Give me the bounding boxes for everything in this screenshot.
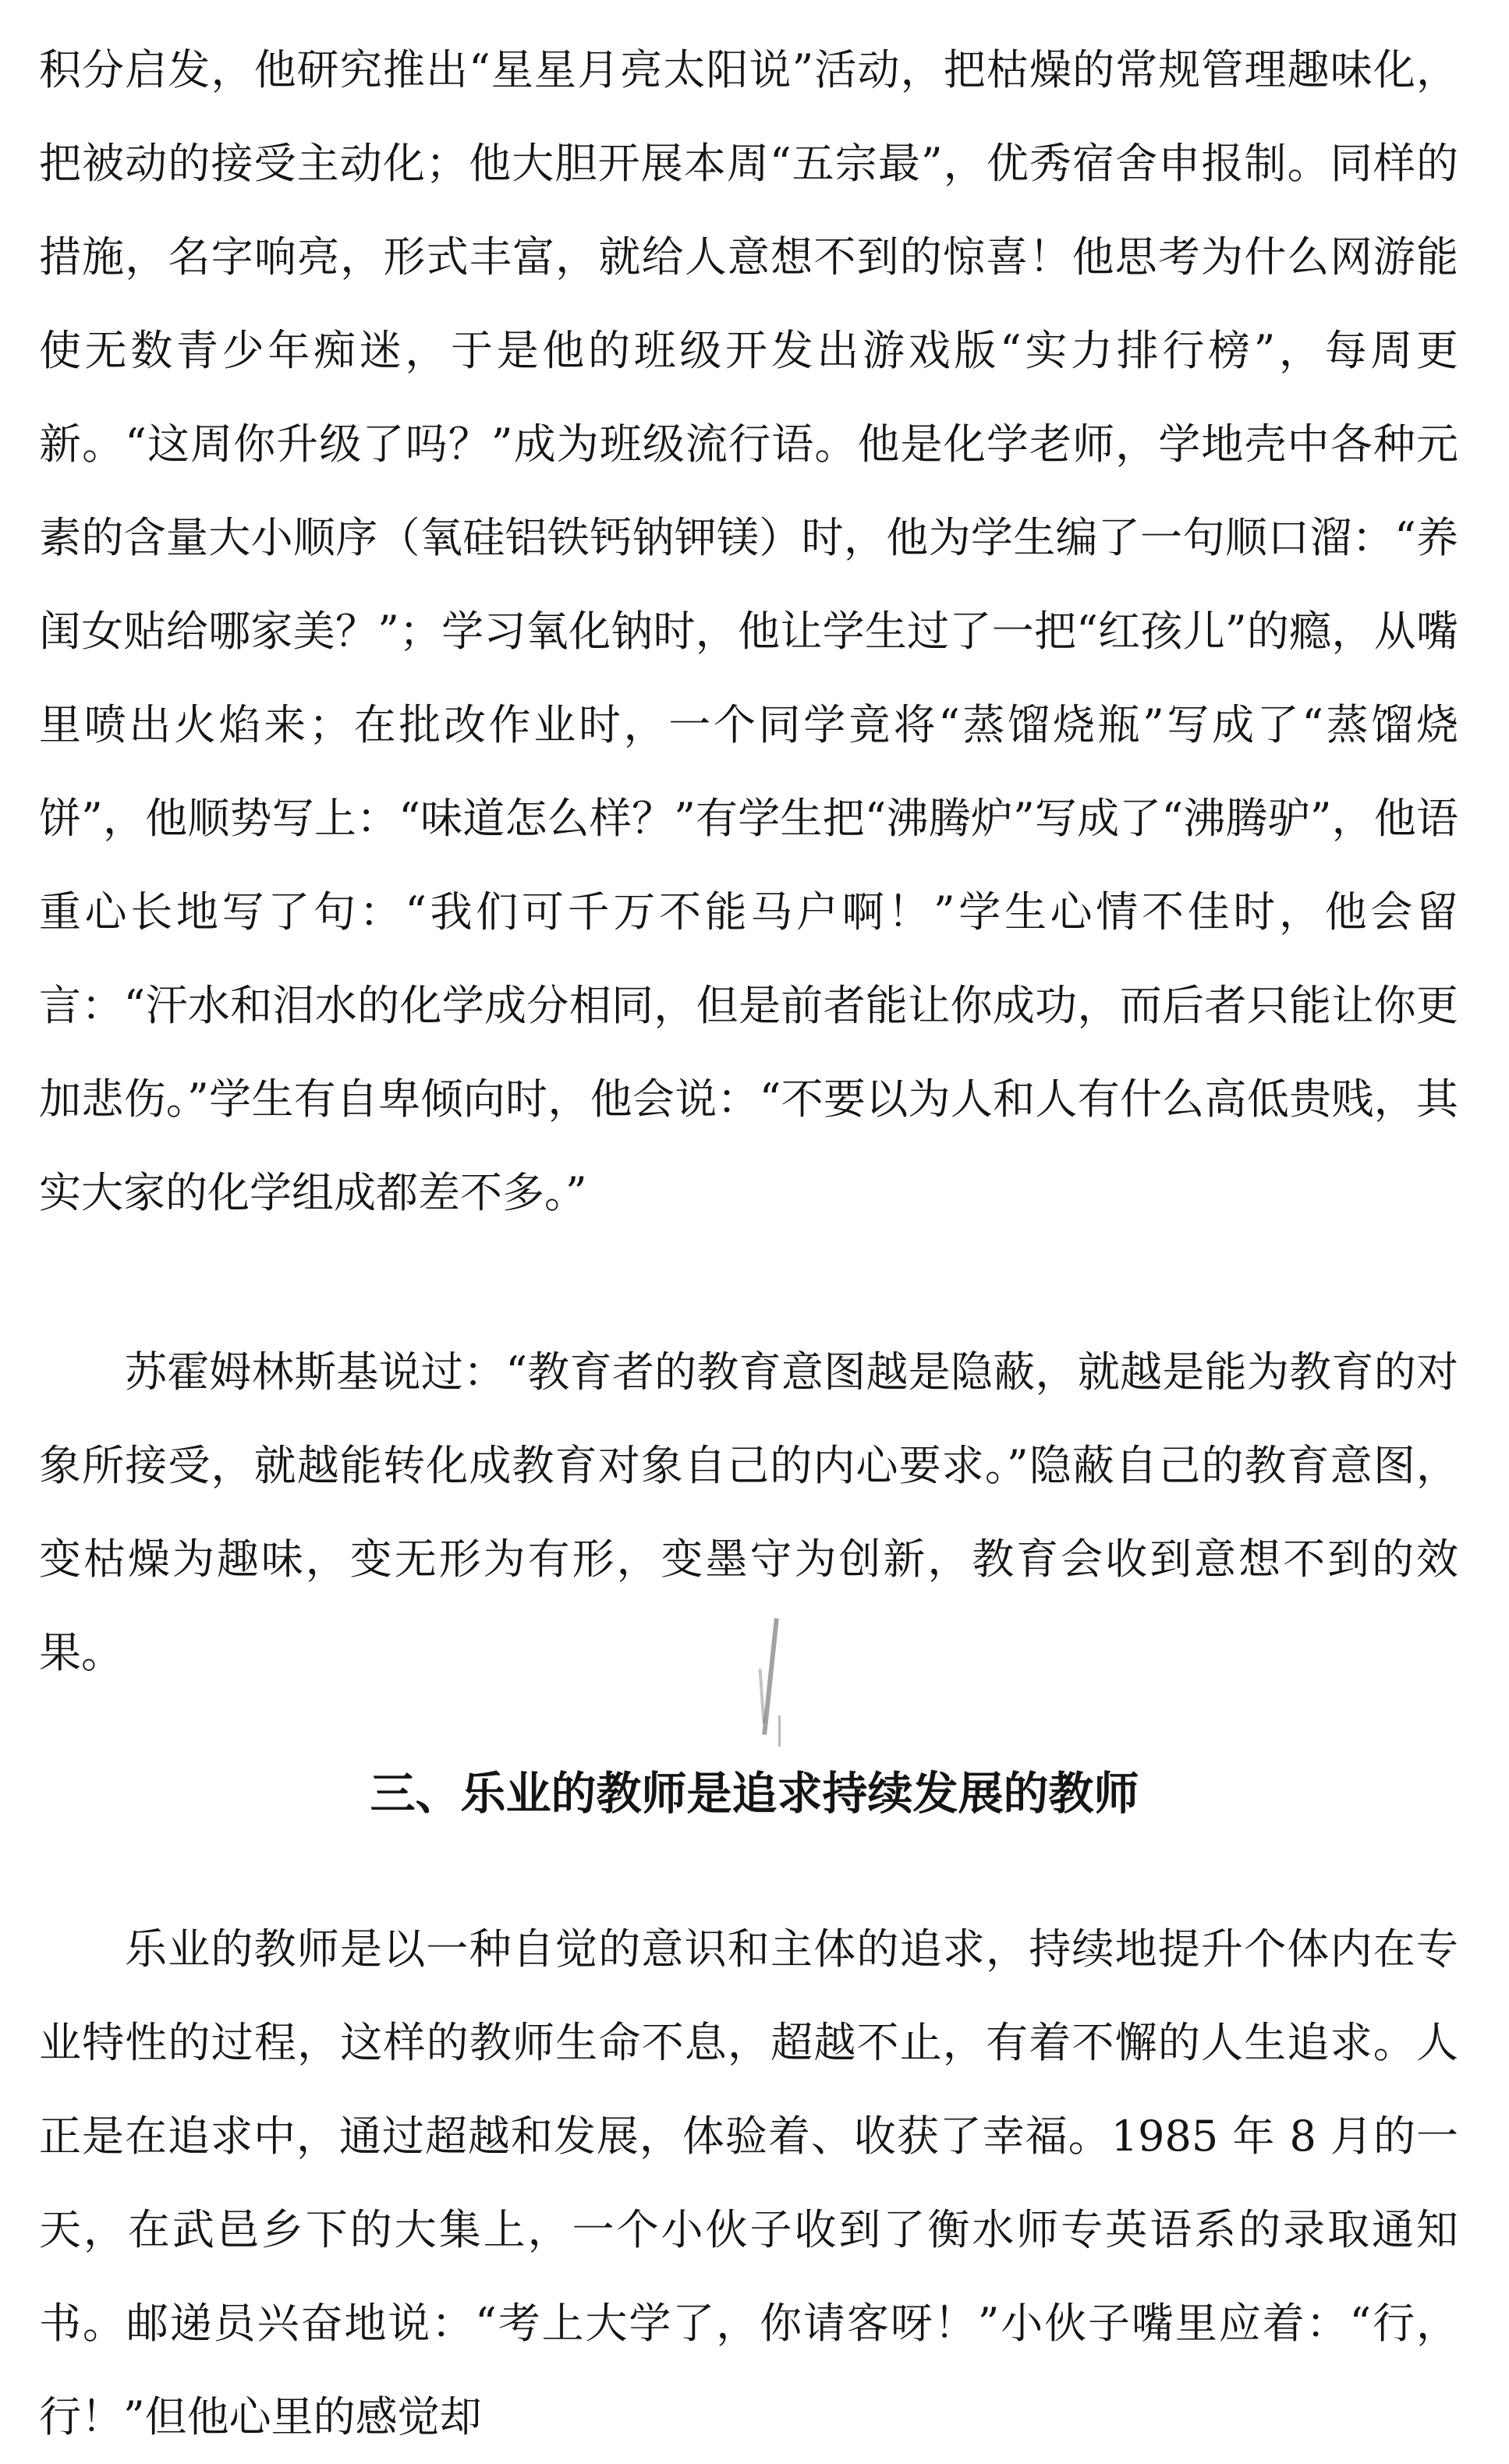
section-heading: 三、乐业的教师是追求持续发展的教师 bbox=[370, 1767, 1139, 1820]
paragraph-1: 积分启发，他研究推出“星星月亮太阳说”活动，把枯燥的常规管理趣味化，把被动的接受主动化；他大胆开展本周“五宗最”，优秀宿舍申报制。同样的措施，名字响亮，形式丰富，就给人意想不到的惊喜！他思考为什么网游能使无数青少年痴迷，于是他的班级开发出游戏版“实力排行榜”，每周更新。“这周你升级了吗？”成为班级流行语。他是化学老师，学地壳中各种元素的含量大小顺序（氧硅铝铁钙钠钾镁）时，他为学生编了一句顺口溜：“养闺女贴给哪家美？”；学习氧化钠时，他让学生过了一把“红孩儿”的瘾，从嘴里喷出火焰来；在批改作业时，一个同学竟将“蒸馏烧瓶”写成了“蒸馏烧饼”，他顺势写上：“味道怎么样？”有学生把“沸腾炉”写成了“沸腾驴”，他语重心长地写了句：“我们可千万不能马户啊！”学生心情不佳时，他会留言：“汗水和泪水的化学成分相同，但是前者能让你成功，而后者只能让你更加悲伤。”学生有自卑倾向时，他会说：“不要以为人和人有什么高低贵贱，其实大家的化学组成都差不多。” bbox=[39, 45, 1458, 1217]
paragraph-3: 乐业的教师是以一种自觉的意识和主体的追求，持续地提升个体内在专业特性的过程，这样的教师生命不息，超越不止，有着不懈的人生追求。人正是在追求中，通过超越和发展，体验着、收获了幸福。1985 年 8 月的一天，在武邑乡下的大集上，一个小伙子收到了衡水师专英语系的录取通知书。邮递员兴奋地说：“考上大学了，你请客呀！”小伙子嘴里应着：“行，行！”但他心里的感觉却 bbox=[39, 1924, 1458, 2441]
scan-artifact-mark bbox=[778, 1715, 781, 1747]
paragraph-2: 苏霍姆林斯基说过：“教育者的教育意图越是隐蔽，就越是能为教育的对象所接受，就越能转化成教育对象自己的内心要求。”隐蔽自己的教育意图，变枯燥为趣味，变无形为有形，变墨守为创新，教育会收到意想不到的效果。 bbox=[39, 1347, 1458, 1677]
